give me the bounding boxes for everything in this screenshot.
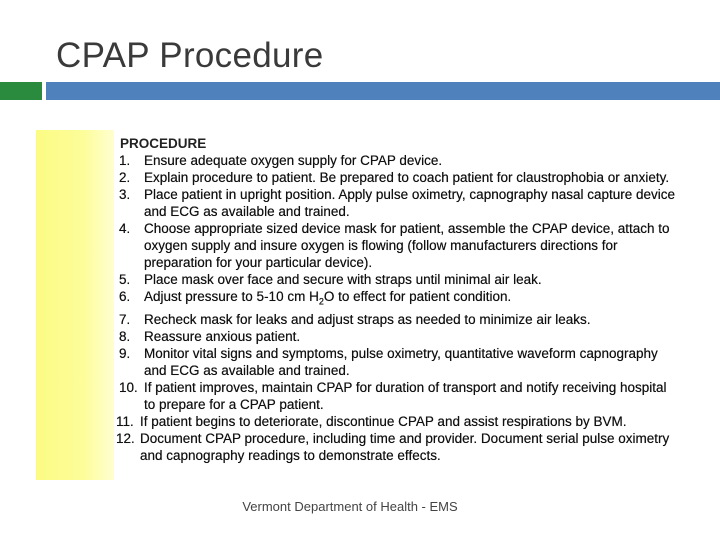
- procedure-step: [116, 413, 681, 430]
- step-text: Reassure anxious patient.: [144, 328, 301, 344]
- step-number: 6.: [119, 289, 131, 304]
- yellow-sidebar: [36, 130, 114, 480]
- step-text: [144, 288, 681, 311]
- procedure-step: [116, 186, 681, 220]
- step-number: 1.: [119, 153, 131, 168]
- procedure-step: [116, 328, 681, 345]
- slide-title: CPAP Procedure: [56, 36, 324, 75]
- procedure-step: [116, 311, 681, 328]
- step-text: If patient begins to deteriorate, discontinue CPAP and assist respirations by BVM.: [140, 413, 627, 429]
- procedure-step: [116, 271, 681, 288]
- step-text: Ensure adequate oxygen supply for CPAP device.: [144, 153, 443, 168]
- accent-bar-blue: [46, 82, 720, 100]
- step-number: 2.: [119, 170, 131, 185]
- slide-footer: Vermont Department of Health - EMS: [242, 499, 458, 514]
- procedure-step: [116, 288, 681, 311]
- step-number: 5.: [119, 272, 131, 287]
- procedure-heading: PROCEDURE: [120, 136, 207, 151]
- procedure-step: [116, 430, 681, 464]
- accent-bar-green: [0, 82, 42, 100]
- procedure-step: [116, 345, 681, 379]
- step-text: Explain procedure to patient. Be prepared to coach patient for claustrophobia or anxiety.: [144, 170, 670, 185]
- procedure-step: [116, 220, 681, 271]
- step-number: 10.: [119, 379, 138, 395]
- procedure-image-panel: [36, 130, 681, 480]
- step-text: Place mask over face and secure with straps until minimal air leak.: [144, 272, 542, 287]
- step-number: 7.: [119, 311, 131, 327]
- step-number: 11.: [116, 413, 134, 429]
- step-text: If patient improves, maintain CPAP for duration of transport and notify receiving hospital to prepare for a CPAP patient.: [144, 379, 667, 412]
- step-number: 3.: [119, 187, 131, 202]
- step-number: 4.: [119, 221, 131, 236]
- step-text: Recheck mask for leaks and adjust straps as needed to minimize air leaks.: [144, 311, 591, 327]
- step-text-part: O to effect for patient condition.: [323, 289, 512, 304]
- subscript-2: 2: [318, 296, 324, 307]
- step-number: 12.: [116, 430, 135, 446]
- procedure-step: [116, 169, 681, 186]
- step-number: 9.: [119, 345, 131, 361]
- step-text: Document CPAP procedure, including time and provider. Document serial pulse oximetry and capnography readings to demonstrate effects.: [140, 430, 670, 463]
- step-text: Choose appropriate sized device mask for patient, assemble the CPAP device, attach to oxygen supply and insure oxygen is flowing (follow manufacturers directions for preparation for your particular device).: [144, 221, 670, 270]
- step-text: Place patient in upright position. Apply pulse oximetry, capnography nasal capture device and ECG as available and trained.: [144, 187, 676, 219]
- step-number: 8.: [119, 328, 131, 344]
- procedure-step: [116, 379, 681, 413]
- step-text: Monitor vital signs and symptoms, pulse oximetry, quantitative waveform capnography and ECG as available and trained.: [144, 345, 658, 378]
- procedure-steps-list: [116, 152, 681, 464]
- step-text-part: Adjust pressure to 5-10 cm H: [144, 289, 319, 304]
- procedure-step: [116, 152, 681, 169]
